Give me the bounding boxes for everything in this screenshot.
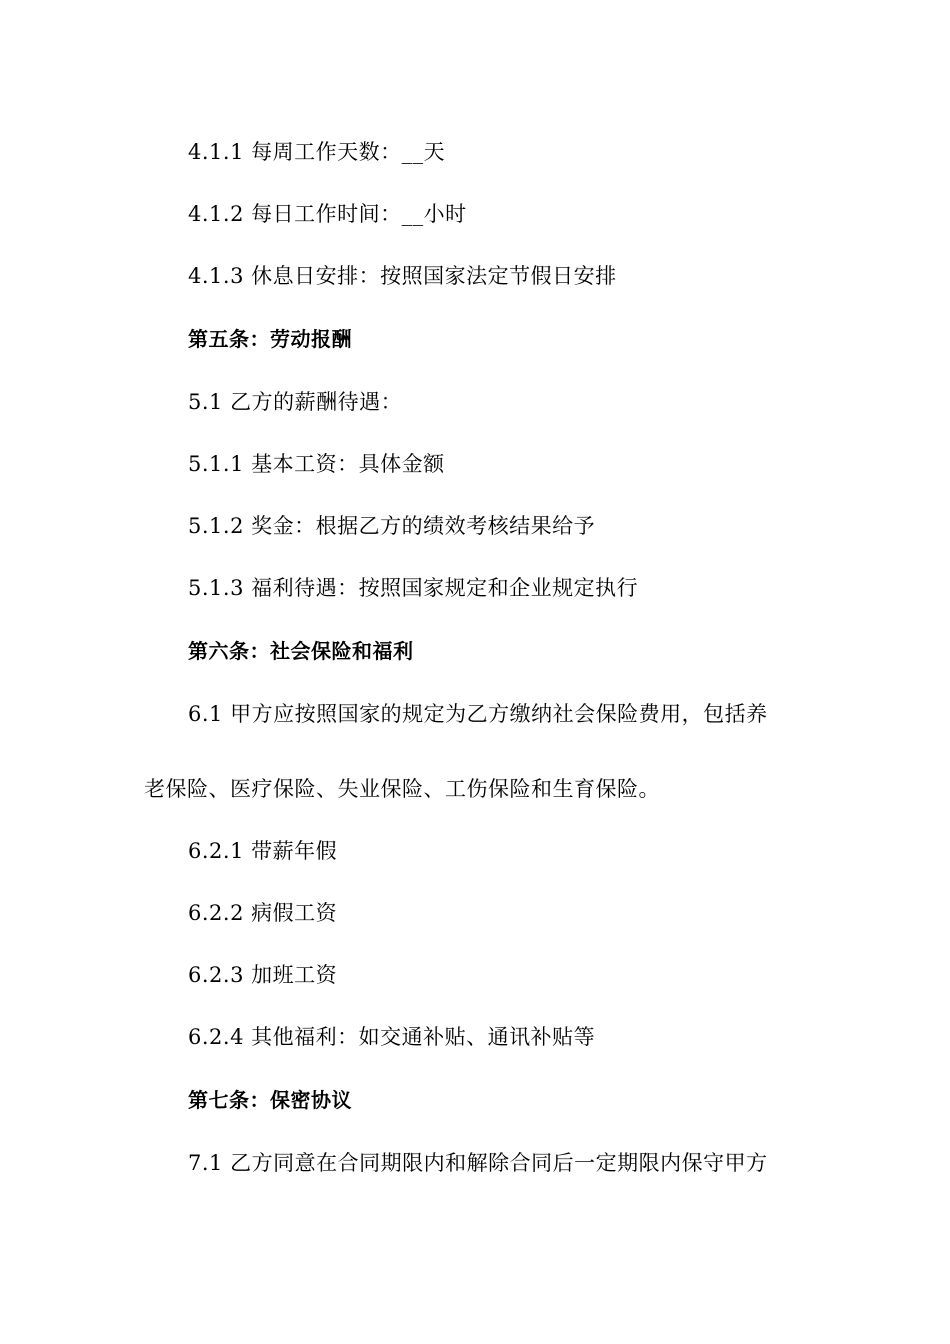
article-5-heading: 第五条：劳动报酬 [188,327,352,351]
clause-6-1: 6.1 甲方应按照国家的规定为乙方缴纳社会保险费用，包括养 [188,702,768,726]
article-7-heading: 第七条：保密协议 [188,1088,352,1112]
clause-5-1-2: 5.1.2 奖金：根据乙方的绩效考核结果给予 [188,514,596,538]
article-6-heading: 第六条：社会保险和福利 [188,639,414,663]
clause-5-1-1: 5.1.1 基本工资：具体金额 [188,452,445,476]
clause-6-2-3: 6.2.3 加班工资 [188,963,338,987]
clause-4-1-1: 4.1.1 每周工作天数：__天 [188,140,446,164]
clause-5-1-3: 5.1.3 福利待遇：按照国家规定和企业规定执行 [188,576,639,600]
clause-7-1: 7.1 乙方同意在合同期限内和解除合同后一定期限内保守甲方 [188,1151,768,1175]
clause-6-2-4: 6.2.4 其他福利：如交通补贴、通讯补贴等 [188,1025,596,1049]
clause-6-1-continued: 老保险、医疗保险、失业保险、工伤保险和生育保险。 [144,777,660,801]
clause-4-1-3: 4.1.3 休息日安排：按照国家法定节假日安排 [188,264,617,288]
clause-6-2-1: 6.2.1 带薪年假 [188,839,338,863]
clause-4-1-2: 4.1.2 每日工作时间：__小时 [188,202,467,226]
clause-6-2-2: 6.2.2 病假工资 [188,901,338,925]
clause-5-1: 5.1 乙方的薪酬待遇： [188,390,403,414]
